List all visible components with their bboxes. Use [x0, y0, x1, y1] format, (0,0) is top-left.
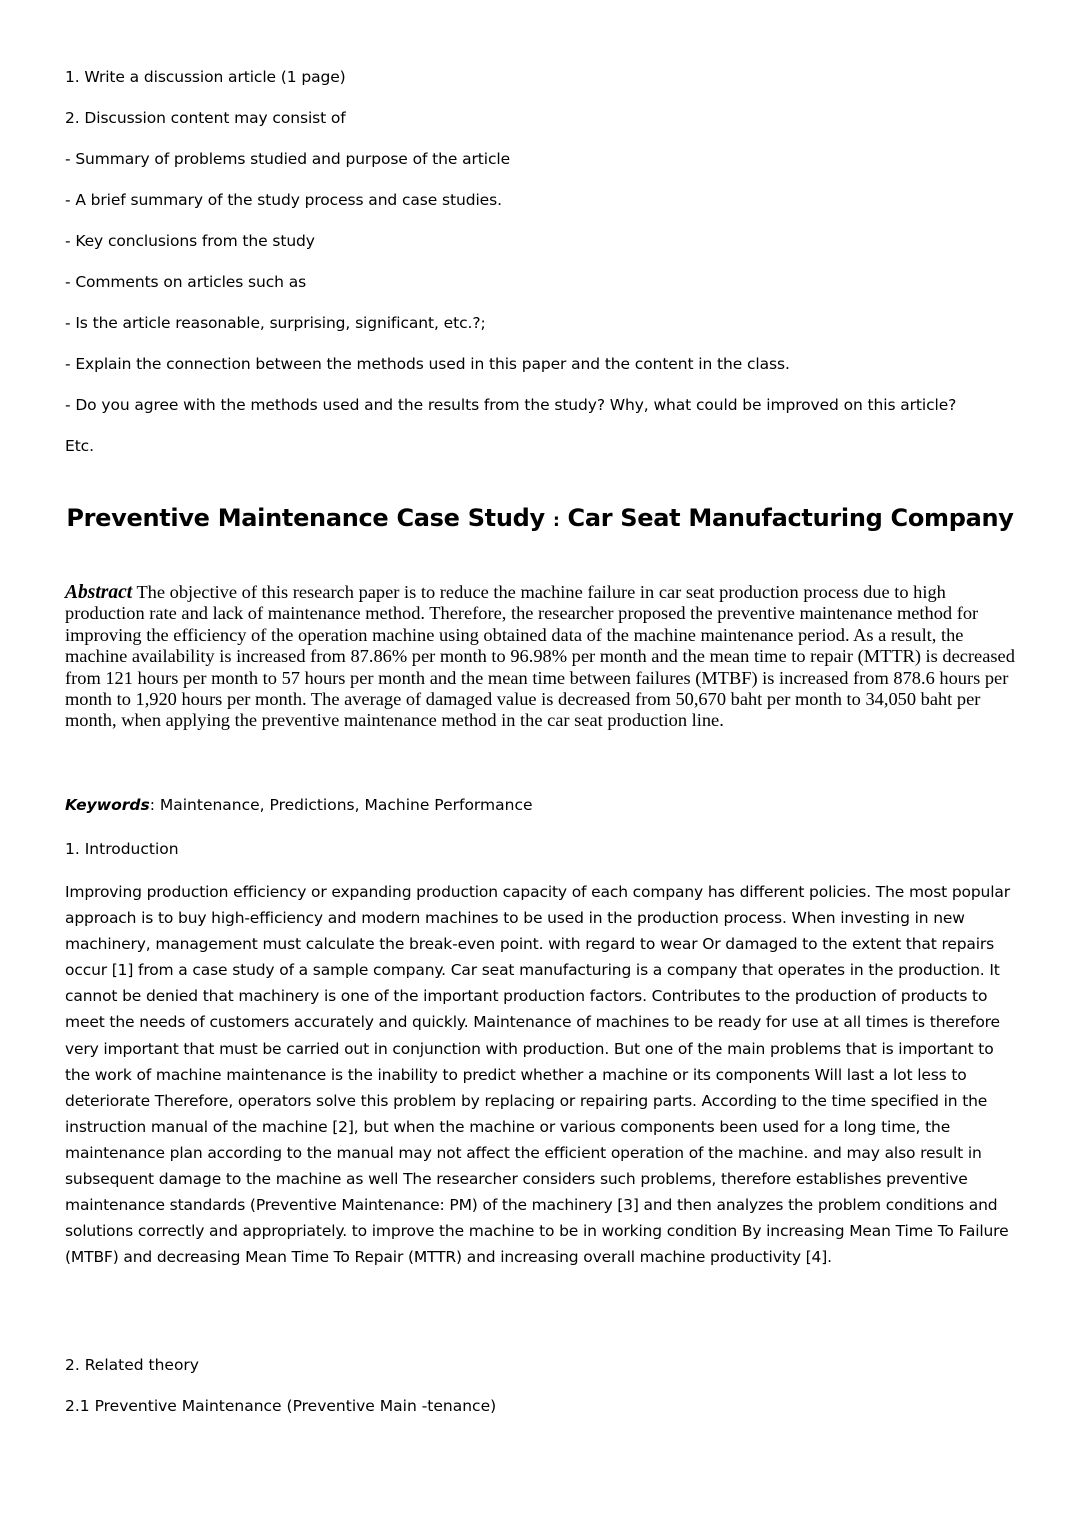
instruction-item: 1. Write a discussion article (1 page) — [65, 68, 346, 86]
title-separator: : — [552, 511, 560, 531]
instruction-item: - Is the article reasonable, surprising, significant, etc.?; — [65, 314, 486, 332]
introduction-heading: 1. Introduction — [65, 840, 179, 858]
abstract — [65, 582, 1015, 732]
instruction-item: - Key conclusions from the study — [65, 232, 315, 250]
instruction-item: - A brief summary of the study process and case studies. — [65, 191, 502, 209]
assignment-instructions — [65, 66, 1015, 476]
title-part-2: Car Seat Manufacturing Company — [567, 504, 1014, 532]
keywords-label: Keywords — [65, 796, 150, 814]
paper-title — [65, 500, 1015, 539]
keywords-text: : Maintenance, Predictions, Machine Performance — [149, 796, 533, 814]
instruction-item: 2. Discussion content may consist of — [65, 109, 346, 127]
instruction-item: - Do you agree with the methods used and the results from the study? Why, what could be improved on this article? — [65, 396, 957, 414]
introduction-body: Improving production efficiency or expanding production capacity of each company has different policies. The most popular approach is to buy high-efficiency and modern machines to be used in the production process. When investing in new machinery, management must calculate the break-even point. with regard to wear Or damaged to the extent that repairs occur [1] from a case study of a sample company. Car seat manufacturing is a company that operates in the production. It cannot be denied that machinery is one of the important production factors. Contributes to the production of products to meet the needs of customers accurately and quickly. Maintenance of machines to be ready for use at all times is therefore very important that must be carried out in conjunction with production. But one of the main problems that is important to the work of machine maintenance is the inability to predict whether a machine or its components Will last a lot less to deteriorate Therefore, operators solve this problem by replacing or repairing parts. According to the time specified in the instruction manual of the machine [2], but when the machine or various components been used for a long time, the maintenance plan according to the manual may not affect the efficient operation of the machine. and may also result in subsequent damage to the machine as well The researcher considers such problems, therefore establishes preventive maintenance standards (Preventive Maintenance: PM) of the machinery [3] and then analyzes the problem conditions and solutions correctly and appropriately. to improve the machine to be in working condition By increasing Mean Time To Failure (MTBF) and decreasing Mean Time To Repair (MTTR) and increasing overall machine productivity [4]. — [65, 883, 1010, 1267]
instruction-item: - Explain the connection between the methods used in this paper and the content in the class. — [65, 355, 790, 373]
instruction-item: - Comments on articles such as — [65, 273, 307, 291]
abstract-text: The objective of this research paper is to reduce the machine failure in car seat production process due to high production rate and lack of maintenance method. Therefore, the researcher proposed the preventive maintenance method for improving the efficiency of the operation machine using obtained data of the machine maintenance period. As a result, the machine availability is increased from 87.86% per month to 96.98% per month and the mean time to repair (MTTR) is decreased from 121 hours per month to 57 hours per month and the mean time between failures (MTBF) is increased from 878.6 hours per month to 1,920 hours per month. The average of damaged value is decreased from 50,670 baht per month to 34,050 baht per month, when applying the preventive maintenance method in the car seat production line. — [65, 582, 1015, 731]
instruction-item: Etc. — [65, 437, 94, 455]
title-part-1: Preventive Maintenance Case Study — [66, 504, 545, 532]
abstract-label: Abstract — [65, 582, 133, 603]
related-theory-heading: 2. Related theory — [65, 1356, 199, 1374]
keywords — [65, 794, 1015, 816]
preventive-maintenance-heading: 2.1 Preventive Maintenance (Preventive Main -tenance) — [65, 1397, 497, 1415]
instruction-item: - Summary of problems studied and purpose of the article — [65, 150, 511, 168]
